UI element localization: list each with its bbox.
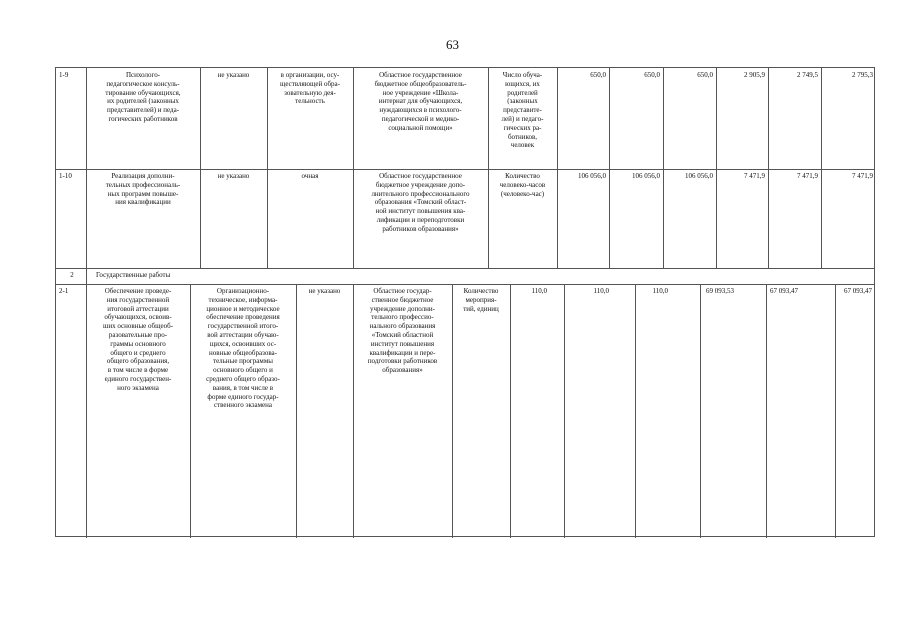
funding-value-1: 69 093,53 — [706, 287, 734, 295]
funding-value-3: 67 093,47 — [844, 287, 872, 295]
row-divider — [56, 169, 874, 170]
row-number: 2-1 — [59, 287, 69, 295]
section-number: 2 — [70, 271, 74, 279]
funding-value-1: 7 471,9 — [744, 172, 765, 180]
work-content: Организационно- техническое, информа- ционное и методическое обеспечение проведения государственной итого- вой аттестации обучаю- щихся, освоивших ос- новные общеобразова- тельные программы основного общего и среднего общего образо- вания, в том числе в форме единого государ- ственного экзамена — [206, 287, 280, 410]
work-condition: не указано — [308, 287, 341, 295]
service-condition: очная — [301, 172, 319, 180]
service-condition: в организации, осу- ществляющей обра- зовательную дея- тельность — [280, 71, 340, 106]
section-title: Государственные работы — [96, 271, 171, 279]
service-content: не указано — [217, 172, 250, 180]
volume-indicator: Количество человеко-часов (человеко-час) — [499, 172, 546, 198]
work-name: Обеспечение проведе- ния государственной итоговой аттестации обучающихся, освоив- ших основные общеоб- разовательные про- граммы основного общего и среднего общего образования, в том числе в форме единого государствен- ного экзамена — [103, 287, 173, 392]
institution-name: Областное государ- ственное бюджетное учреждение дополни- тельного профессио- нального образования «Томский областной институт повышения квалификации и пере- подготовки работников образования» — [367, 287, 438, 375]
row-divider — [56, 268, 874, 269]
row-divider — [56, 284, 874, 285]
volume-value-1: 106 056,0 — [578, 172, 606, 180]
volume-value-2: 650,0 — [644, 71, 660, 79]
service-name: Психолого- педагогическое консуль- тирование обучающихся, их родителей (законных представителей) и педа- гогических работников — [105, 71, 181, 123]
funding-value-3: 2 795,3 — [852, 71, 873, 79]
volume-value-3: 650,0 — [697, 71, 713, 79]
service-content: не указано — [217, 71, 250, 79]
volume-value-1: 110,0 — [531, 287, 547, 295]
funding-value-2: 67 093,47 — [770, 287, 798, 295]
services-table — [55, 67, 875, 537]
funding-value-1: 2 905,9 — [744, 71, 765, 79]
service-name: Реализация дополни- тельных профессиональ- ных программ повыше- ния квалификации — [105, 172, 181, 207]
volume-value-1: 650,0 — [590, 71, 606, 79]
page-number: 63 — [446, 37, 459, 52]
volume-value-2: 110,0 — [593, 287, 609, 295]
funding-value-2: 2 749,5 — [797, 71, 818, 79]
row-number: 1-10 — [59, 172, 72, 180]
volume-value-3: 110,0 — [652, 287, 668, 295]
funding-value-2: 7 471,9 — [797, 172, 818, 180]
institution-name: Областное государственное бюджетное общеобразователь- ное учреждение «Школа- интернат для обучающихся, нуждающихся в психолого- педагогической и медико- социальной помощи» — [374, 71, 467, 132]
volume-indicator: Число обуча- ющихся, их родителей (законных представите- лей) и педаго- гических ра- ботников, человек — [501, 71, 544, 150]
volume-indicator: Количество мероприя- тий, единиц — [463, 287, 499, 313]
volume-value-2: 106 056,0 — [632, 172, 660, 180]
row-number: 1-9 — [59, 71, 69, 79]
institution-name: Областное государственное бюджетное учреждение допо- лнительного профессионального образования «Томский област- ной институт повышения ква- лификации и переподготовки работников образования» — [371, 172, 470, 233]
funding-value-3: 7 471,9 — [852, 172, 873, 180]
volume-value-3: 106 056,0 — [685, 172, 713, 180]
